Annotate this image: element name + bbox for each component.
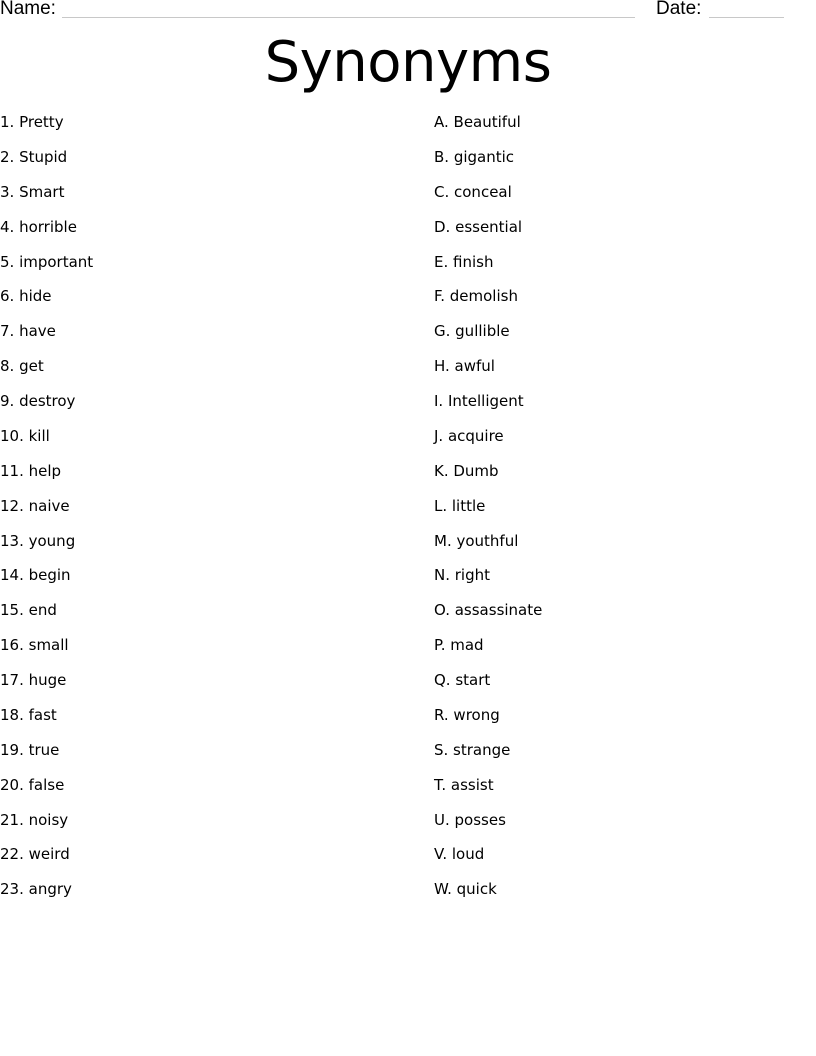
word-item: 20. false [0,775,65,794]
word-item: 7. have [0,322,56,341]
synonym-item: V. loud [434,845,485,864]
word-item: 6. hide [0,287,52,306]
synonym-item: L. little [434,496,486,515]
synonym-item: J. acquire [434,426,504,445]
word-item: 11. help [0,461,62,480]
synonym-item: K. Dumb [434,461,499,480]
synonym-item: H. awful [434,357,495,376]
word-list [0,112,93,914]
word-item: 5. important [0,252,94,271]
word-item: 21. noisy [0,810,69,829]
synonym-item: M. youthful [434,531,519,550]
word-item: 3. Smart [0,182,65,201]
word-item: 22. weird [0,845,70,864]
word-item: 14. begin [0,566,71,585]
word-item: 12. naive [0,496,70,515]
synonym-item: I. Intelligent [434,392,524,410]
synonym-item: E. finish [434,252,494,271]
synonym-item: W. quick [434,880,497,899]
synonym-item: U. posses [434,810,506,829]
synonym-item: G. gullible [434,322,510,341]
word-item: 18. fast [0,705,57,724]
synonym-item: Q. start [434,671,491,689]
synonym-item: S. strange [434,740,511,759]
synonym-item: A. Beautiful [434,113,521,131]
word-item: 17. huge [0,671,67,689]
synonym-list [434,112,542,914]
date-blank-line[interactable] [709,17,784,18]
word-item: 15. end [0,601,57,620]
word-item: 23. angry [0,880,72,899]
synonym-item: B. gigantic [434,147,515,166]
synonym-item: P. mad [434,636,484,655]
name-label: Name: [0,0,56,19]
word-item: 2. Stupid [0,147,68,166]
page-title: Synonyms [264,30,552,95]
synonym-item: T. assist [434,775,494,794]
synonym-item: C. conceal [434,182,512,201]
word-item: 8. get [0,357,44,376]
synonym-item: D. essential [434,217,523,236]
word-item: 13. young [0,531,76,550]
word-item: 19. true [0,740,60,759]
synonym-item: R. wrong [434,705,500,724]
worksheet-header [0,0,816,22]
word-item: 4. horrible [0,217,77,236]
word-item: 16. small [0,636,69,655]
synonym-item: N. right [434,566,491,585]
word-item: 1. Pretty [0,113,64,131]
word-item: 10. kill [0,426,50,445]
name-blank-line[interactable] [62,17,635,18]
date-label: Date: [656,0,702,19]
word-item: 9. destroy [0,392,76,410]
synonym-item: O. assassinate [434,601,543,620]
synonym-item: F. demolish [434,287,518,306]
